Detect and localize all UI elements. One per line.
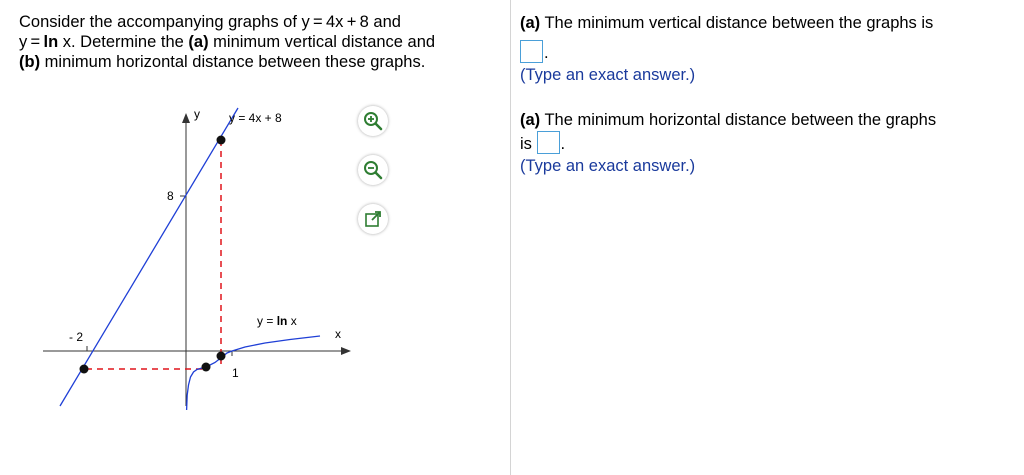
problem-line-2-pre: y = (19, 33, 44, 51)
line-point-top (217, 136, 226, 145)
zoom-out-button[interactable] (358, 155, 388, 185)
line-equation-label: y = 4x + 8 (229, 111, 282, 125)
graph (0, 95, 420, 420)
ln-graph (187, 336, 320, 410)
zoom-out-icon (363, 160, 383, 180)
answer-input-a[interactable] (520, 40, 543, 63)
question-b-label: (a) (520, 111, 541, 129)
question-a-text: The minimum vertical distance between the graphs is (540, 14, 934, 32)
question-b-text-2: is (520, 135, 532, 153)
line-graph (60, 108, 238, 406)
question-a-label: (a) (520, 14, 541, 32)
problem-part-b: (b) (19, 53, 41, 71)
question-b (520, 109, 1015, 177)
tick-label-8: 8 (167, 189, 174, 203)
left-pane (0, 0, 510, 475)
problem-line-1: Consider the accompanying graphs of y = 4x + 8 and (19, 13, 401, 31)
zoom-in-button[interactable] (358, 106, 388, 136)
question-a-suffix: . (544, 44, 549, 62)
line-point-horizontal (80, 365, 89, 374)
answer-input-b[interactable] (537, 131, 560, 154)
problem-statement (19, 12, 504, 72)
ln-label-pre: y = (257, 314, 277, 328)
tick-label-1: 1 (232, 366, 239, 380)
question-a-hint: (Type an exact answer.) (520, 66, 696, 84)
problem-ln: ln (43, 33, 59, 51)
ln-point-vertical (217, 352, 226, 361)
problem-part-a: (a) (188, 33, 209, 51)
question-b-text: The minimum horizontal distance between the graphs (540, 111, 937, 129)
question-b-suffix: . (560, 135, 566, 153)
right-pane (511, 0, 1024, 475)
tick-label-neg2: - 2 (69, 330, 84, 344)
ln-equation-label (257, 314, 297, 328)
problem-line-3-post: minimum horizontal distance between these graphs. (40, 53, 426, 71)
problem-line-2-mid: x. Determine the (58, 33, 189, 51)
y-axis-label: y (194, 107, 200, 121)
ln-label-bold: ln (276, 314, 288, 328)
ln-label-post: x (287, 314, 297, 328)
question-b-hint: (Type an exact answer.) (520, 157, 696, 175)
zoom-in-icon (363, 111, 383, 131)
x-axis-label: x (335, 327, 341, 341)
popout-button[interactable] (358, 204, 388, 234)
ln-point-horizontal (202, 363, 211, 372)
popout-icon (364, 210, 382, 228)
problem-line-2-post: minimum vertical distance and (208, 33, 436, 51)
question-a (520, 12, 1015, 86)
